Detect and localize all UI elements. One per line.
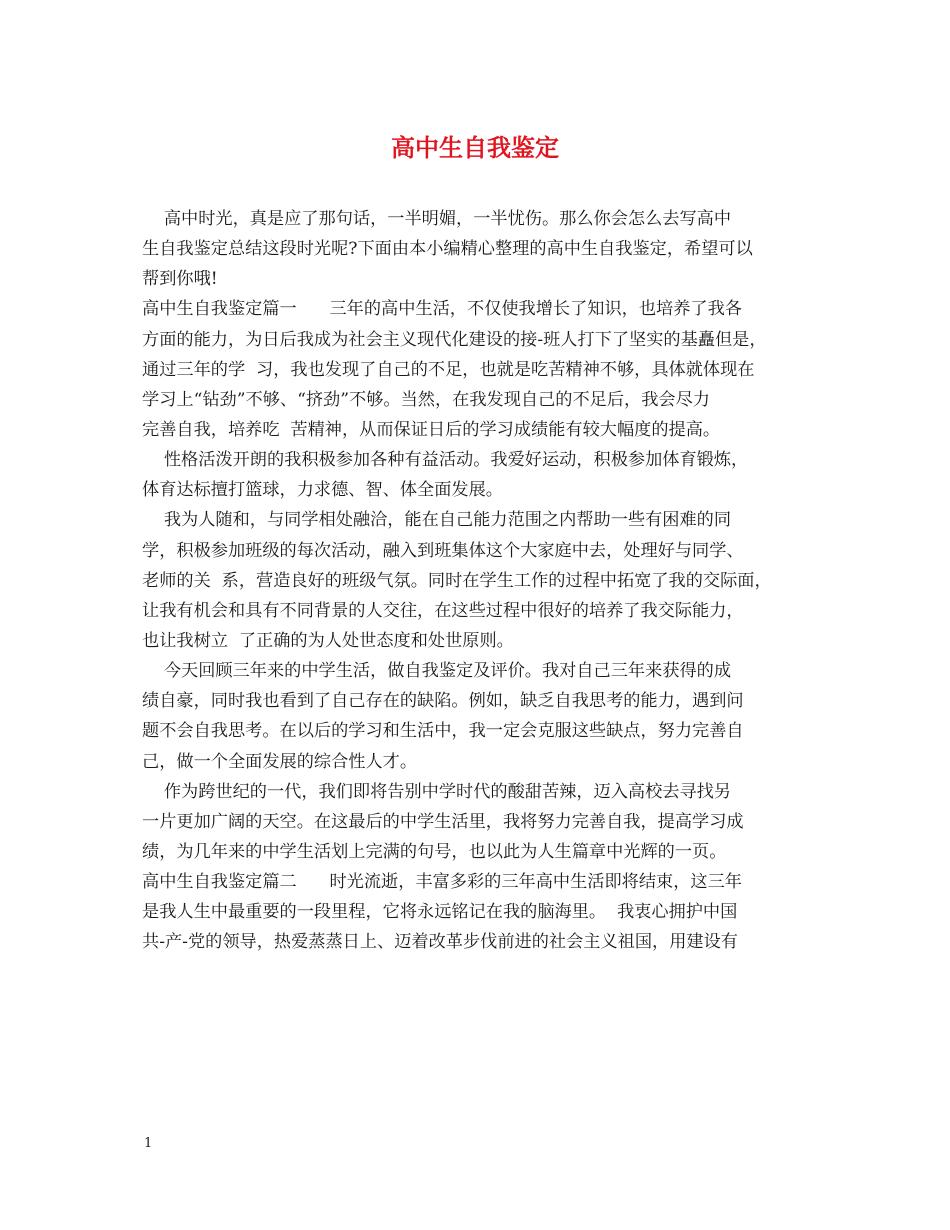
body-line: 让我有机会和具有不同背景的人交往，在这些过程中很好的培养了我交际能力， [142,600,744,621]
body-line: 高中生自我鉴定篇一 三年的高中生活，不仅使我增长了知识，也培养了我各 [142,299,742,320]
body-line: 我为人随和，与同学相处融洽，能在自己能力范围之内帮助一些有困难的同 [142,510,732,531]
body-line: 高中生自我鉴定篇二 时光流逝，丰富多彩的三年高中生活即将结束，这三年 [142,872,742,893]
body-line: 是我人生中最重要的一段里程，它将永远铭记在我的脑海里。 我衷心拥护中国 [142,902,738,923]
body-line: 体育达标擅打篮球，力求德、智、体全面发展。 [142,480,503,501]
body-line: 己，做一个全面发展的综合性人才。 [142,751,418,772]
body-line: 题不会自我思考。在以后的学习和生活中，我一定会克服这些缺点，努力完善自 [142,721,744,742]
body-line: 生自我鉴定总结这段时光呢?下面由本小编精心整理的高中生自我鉴定，希望可以 [142,239,753,260]
body-line: 作为跨世纪的一代，我们即将告别中学时代的酸甜苦辣，迈入高校去寻找另 [142,781,732,802]
body-line: 共-产-党的领导，热爱蒸蒸日上、迈着改革步伐前进的社会主义祖国，用建设有 [142,932,738,953]
body-line: 也让我树立 了正确的为人处世态度和处世原则。 [142,630,514,651]
document-title: 高中生自我鉴定 [391,133,559,162]
page-number: 1 [144,1136,153,1151]
body-line: 帮到你哦! [142,269,218,290]
body-line: 高中时光，真是应了那句话，一半明媚，一半忧伤。那么你会怎么去写高中 [142,209,732,229]
body-line: 绩自豪，同时我也看到了自己存在的缺陷。例如，缺乏自我思考的能力，遇到问 [142,691,744,712]
body-line: 完善自我，培养吃 苦精神，从而保证日后的学习成绩能有较大幅度的提高。 [142,419,721,440]
body-line: 学，积极参加班级的每次活动，融入到班集体这个大家庭中去，处理好与同学、 [142,540,744,561]
body-line: 性格活泼开朗的我积极参加各种有益活动。我爱好运动，积极参加体育锻炼， [142,450,749,471]
document-body [142,204,832,958]
body-line: 老师的关 系，营造良好的班级气氛。同时在学生工作的过程中拓宽了我的交际面， [142,570,772,591]
body-line: 一片更加广阔的天空。在这最后的中学生活里，我将努力完善自我，提高学习成 [142,811,744,832]
body-line: 通过三年的学 习，我也发现了自己的不足，也就是吃苦精神不够，具体就体现在 [142,359,755,380]
body-line: 方面的能力，为日后我成为社会主义现代化建设的接-班人打下了坚实的基矗但是， [142,329,767,350]
body-line: 学习上“钻劲”不够、“挤劲”不够。当然，在我发现自己的不足后，我会尽力 [142,389,710,410]
body-line: 绩，为几年来的中学生活划上完满的句号，也以此为人生篇章中光辉的一页。 [142,841,727,862]
body-line: 今天回顾三年来的中学生活，做自我鉴定及评价。我对自己三年来获得的成 [142,661,732,682]
